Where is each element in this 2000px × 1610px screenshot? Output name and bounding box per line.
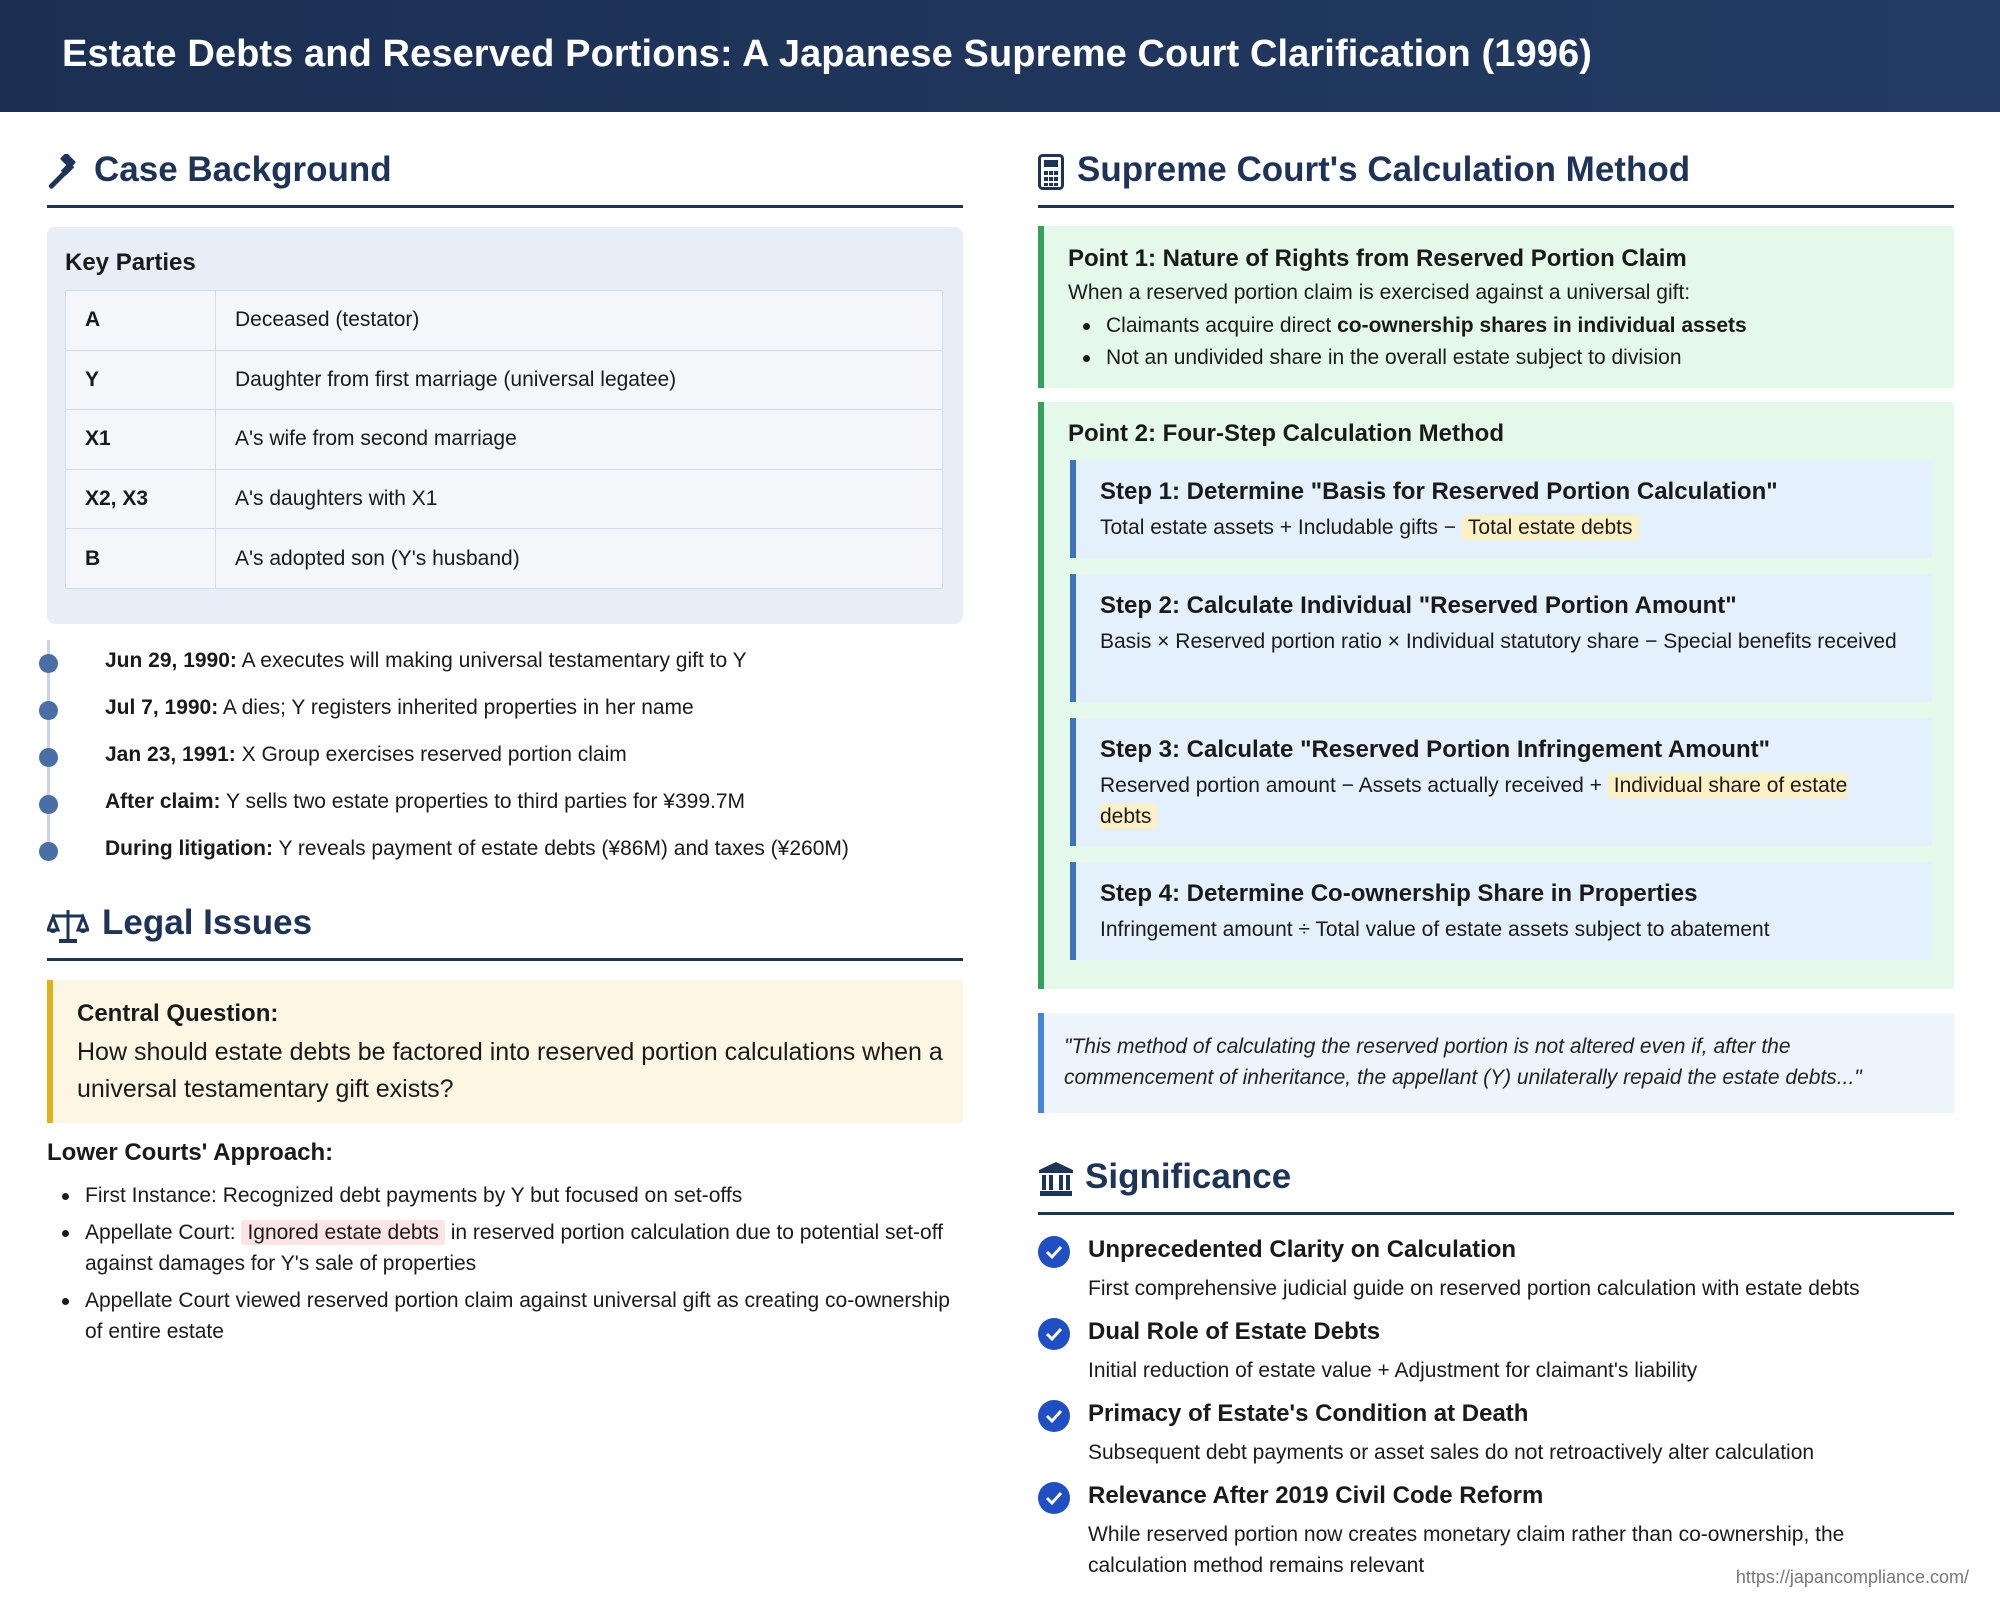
party-key: B	[66, 529, 216, 589]
gavel-icon	[47, 154, 83, 190]
case-timeline	[47, 640, 967, 860]
case-background-title: Case Background	[94, 150, 392, 189]
party-desc: A's daughters with X1	[216, 469, 943, 529]
lower-courts-list	[47, 1180, 967, 1353]
timeline-text: Y sells two estate properties to third parties for ¥399.7M	[220, 790, 746, 813]
list-item-text: in reserved portion calculation due to potential set-off against damages for Y's sale of properties	[85, 1221, 944, 1275]
step4-text: Infringement amount ÷ Total value of estate assets subject to abatement	[1100, 918, 1770, 941]
party-desc: Deceased (testator)	[216, 291, 943, 351]
timeline-text: X Group exercises reserved portion claim	[235, 743, 627, 766]
significance-item-text: While reserved portion now creates monetary claim rather than co-ownership, the calculation method remains relevant	[1088, 1523, 1845, 1577]
list-item	[1068, 310, 1928, 342]
list-item-text: Appellate Court:	[85, 1221, 242, 1244]
step1-formula: Total estate assets + Includable gifts −	[1100, 516, 1462, 539]
point2-title: Point 2: Four-Step Calculation Method	[1068, 420, 1504, 447]
key-parties-title: Key Parties	[65, 249, 196, 276]
step2-card	[1070, 574, 1932, 702]
list-item-bold: co-ownership shares in individual assets	[1337, 314, 1747, 337]
significance-title: Significance	[1085, 1157, 1292, 1196]
check-circle-icon	[1038, 1318, 1070, 1350]
calculator-icon	[1038, 154, 1064, 190]
table-row	[66, 410, 943, 470]
point1-bullets	[1068, 310, 1928, 374]
highlight-ignored-debts: Ignored estate debts	[241, 1220, 444, 1245]
list-item: First Instance: Recognized debt payments by Y but focused on set-offs	[47, 1180, 967, 1211]
check-circle-icon	[1038, 1236, 1070, 1268]
timeline-date: Jun 29, 1990:	[105, 649, 237, 672]
party-desc: A's adopted son (Y's husband)	[216, 529, 943, 589]
party-key: X2, X3	[66, 469, 216, 529]
timeline-text: A executes will making universal testamentary gift to Y	[236, 649, 747, 672]
list-item: Appellate Court viewed reserved portion claim against universal gift as creating co-ownership of entire estate	[47, 1285, 967, 1347]
court-quote-box	[1038, 1013, 1954, 1113]
page-header	[0, 0, 2000, 112]
point1-panel	[1038, 226, 1954, 388]
court-quote: "This method of calculating the reserved portion is not altered even if, after the commencement of inheritance, the appellant (Y) unilaterally repaid the estate debts..."	[1064, 1035, 1862, 1089]
significance-item-title: Unprecedented Clarity on Calculation	[1088, 1236, 1517, 1263]
step3-title: Step 3: Calculate "Reserved Portion Infringement Amount"	[1100, 736, 1770, 763]
party-desc: Daughter from first marriage (universal legatee)	[216, 350, 943, 410]
step2-text: Basis × Reserved portion ratio × Individual statutory share − Special benefits received	[1100, 630, 1897, 653]
key-parties-table	[65, 290, 943, 589]
list-item: Not an undivided share in the overall estate subject to division	[1068, 342, 1928, 374]
party-key: A	[66, 291, 216, 351]
party-key: Y	[66, 350, 216, 410]
significance-item-title: Primacy of Estate's Condition at Death	[1088, 1400, 1529, 1427]
significance-item-text: Subsequent debt payments or asset sales do not retroactively alter calculation	[1088, 1441, 1815, 1464]
key-parties-panel	[47, 227, 963, 624]
central-question-box	[47, 980, 963, 1123]
step2-title: Step 2: Calculate Individual "Reserved Portion Amount"	[1100, 592, 1737, 619]
timeline-dot	[39, 701, 58, 720]
scales-icon	[47, 907, 89, 945]
check-circle-icon	[1038, 1400, 1070, 1432]
timeline-dot	[39, 654, 58, 673]
central-question-text: How should estate debts be factored into reserved portion calculations when a universal testamentary gift exists?	[77, 1038, 943, 1103]
point2-panel	[1038, 402, 1954, 989]
table-row	[66, 291, 943, 351]
timeline-date: During litigation:	[105, 837, 273, 860]
list-item	[47, 1217, 967, 1279]
table-row	[66, 350, 943, 410]
step1-text	[1100, 512, 1910, 543]
step3-formula: Reserved portion amount − Assets actually received +	[1100, 774, 1608, 797]
page-title: Estate Debts and Reserved Portions: A Japanese Supreme Court Clarification (1996)	[62, 33, 1592, 75]
lower-courts-title: Lower Courts' Approach:	[47, 1139, 334, 1166]
point1-title: Point 1: Nature of Rights from Reserved Portion Claim	[1068, 245, 1687, 272]
significance-item-text: Initial reduction of estate value + Adjustment for claimant's liability	[1088, 1359, 1698, 1382]
significance-heading	[1038, 1157, 1954, 1215]
central-question-label: Central Question:	[77, 1000, 279, 1027]
highlight-individual-share: Individual share of estate debts	[1100, 774, 1848, 828]
timeline-dot	[39, 842, 58, 861]
table-row	[66, 469, 943, 529]
significance-item-text: First comprehensive judicial guide on reserved portion calculation with estate debts	[1088, 1277, 1860, 1300]
timeline-date: Jan 23, 1991:	[105, 743, 236, 766]
significance-item-title: Dual Role of Estate Debts	[1088, 1318, 1381, 1345]
table-row	[66, 529, 943, 589]
step3-text	[1100, 770, 1910, 832]
courthouse-icon	[1038, 1161, 1074, 1197]
step3-card	[1070, 718, 1932, 846]
step1-title: Step 1: Determine "Basis for Reserved Portion Calculation"	[1100, 478, 1778, 505]
timeline-dot	[39, 795, 58, 814]
party-desc: A's wife from second marriage	[216, 410, 943, 470]
timeline-dot	[39, 748, 58, 767]
calculation-heading	[1038, 150, 1954, 208]
timeline-date: Jul 7, 1990:	[105, 696, 219, 719]
case-background-heading	[47, 150, 963, 208]
calculation-title: Supreme Court's Calculation Method	[1077, 150, 1691, 189]
timeline-text: Y reveals payment of estate debts (¥86M) and taxes (¥260M)	[272, 837, 849, 860]
legal-issues-heading	[47, 903, 963, 961]
source-url[interactable]: https://japancompliance.com/	[1735, 1567, 1969, 1587]
list-item-text: Claimants acquire direct	[1106, 314, 1338, 337]
timeline-text: A dies; Y registers inherited properties in her name	[218, 696, 694, 719]
highlight-total-estate-debts: Total estate debts	[1462, 515, 1639, 540]
check-circle-icon	[1038, 1482, 1070, 1514]
legal-issues-title: Legal Issues	[102, 903, 313, 942]
step4-title: Step 4: Determine Co-ownership Share in Properties	[1100, 880, 1698, 907]
significance-item-title: Relevance After 2019 Civil Code Reform	[1088, 1482, 1544, 1509]
point1-intro: When a reserved portion claim is exercised against a universal gift:	[1068, 281, 1691, 304]
step4-card	[1070, 862, 1932, 960]
timeline-date: After claim:	[105, 790, 221, 813]
party-key: X1	[66, 410, 216, 470]
step1-card	[1070, 460, 1932, 558]
